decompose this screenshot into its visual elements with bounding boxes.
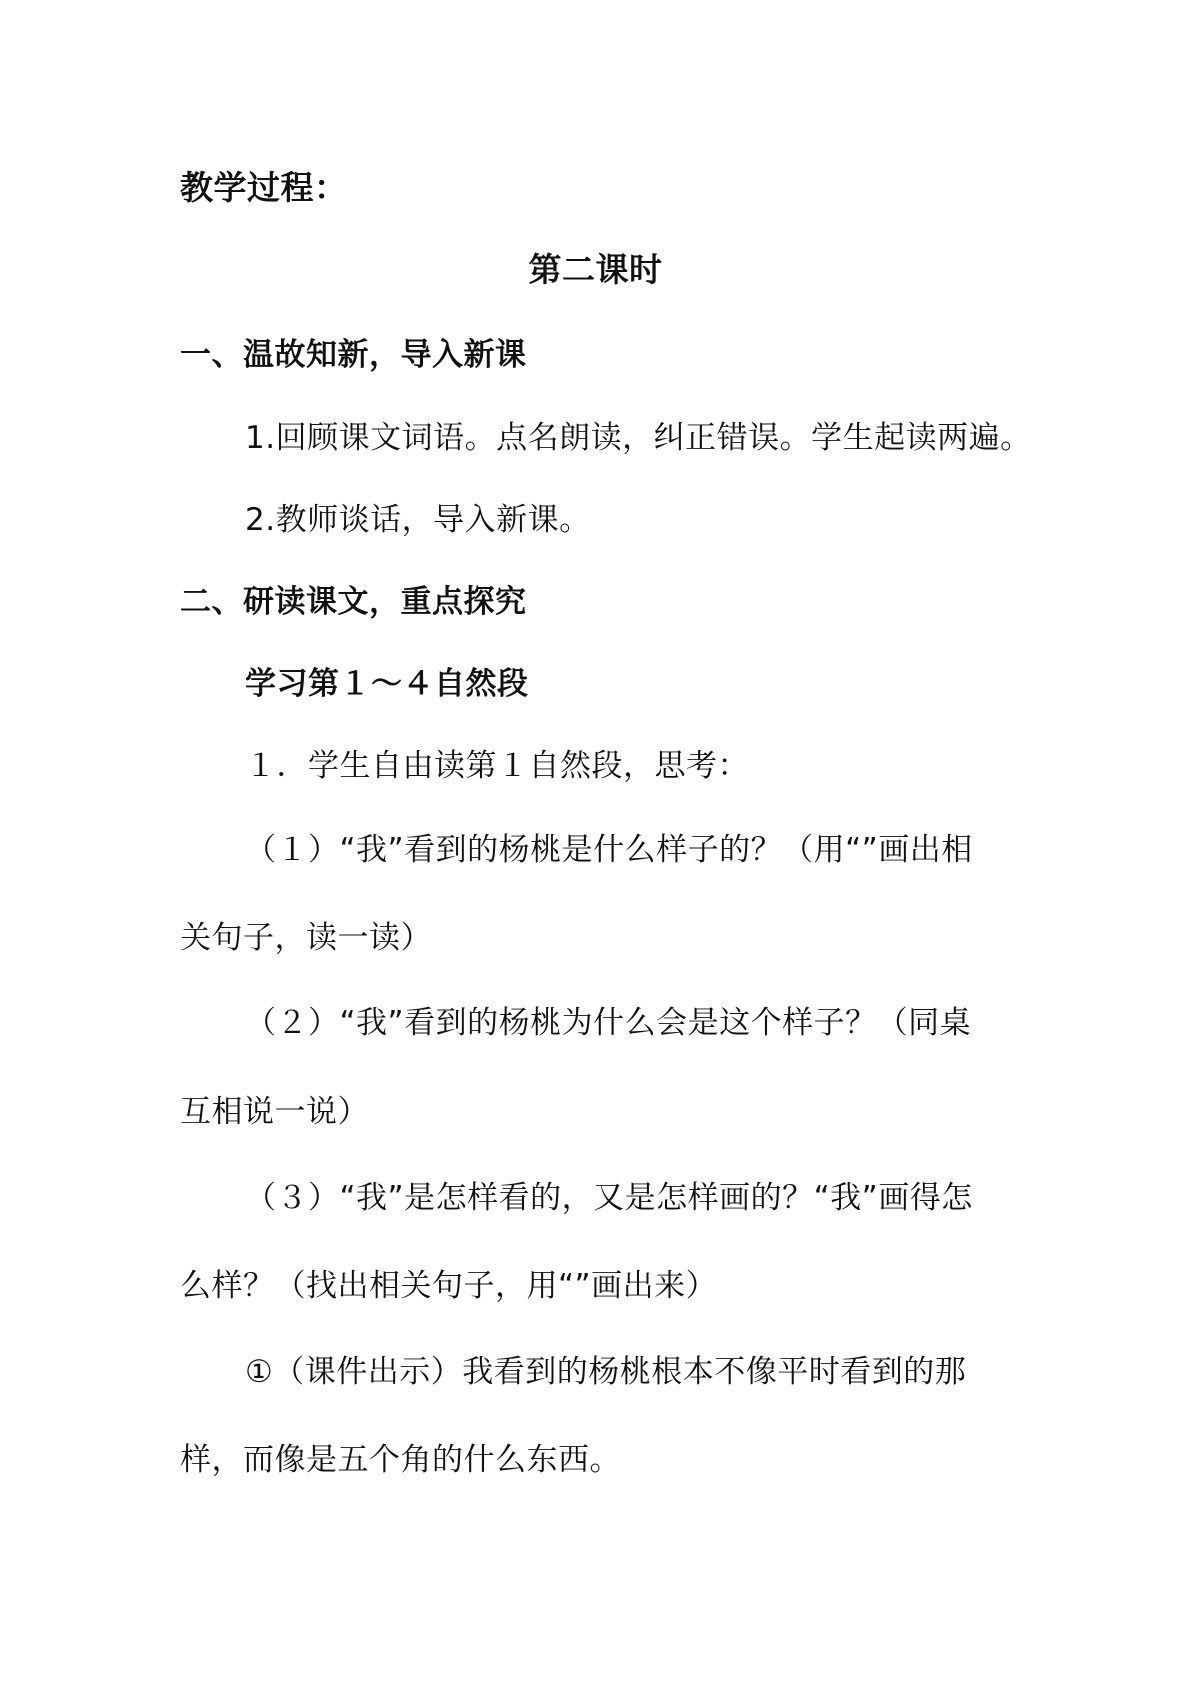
- question-2-line-1: （２）“我”看到的杨桃为什么会是这个样子？（同桌: [245, 1005, 972, 1041]
- teaching-process-heading: 教学过程：: [180, 168, 348, 207]
- lesson-title: 第二课时: [528, 250, 663, 289]
- section-2-subtitle: 学习第１～４自然段: [245, 666, 529, 702]
- question-1-line-2: 关句子，读一读）: [180, 920, 432, 956]
- quote-line-1: ①（课件出示）我看到的杨桃根本不像平时看到的那: [245, 1354, 967, 1390]
- section-1-item-1: 1.回顾课文词语。点名朗读，纠正错误。学生起读两遍。: [245, 420, 1032, 456]
- section-1-item-2: 2.教师谈话，导入新课。: [245, 502, 591, 538]
- section-2-title: 二、研读课文，重点探究: [180, 584, 527, 620]
- question-3-line-1: （３）“我”是怎样看的，又是怎样画的？“我”画得怎: [245, 1180, 973, 1216]
- question-intro: １．学生自由读第１自然段，思考：: [245, 748, 749, 784]
- quote-line-2: 样，而像是五个角的什么东西。: [180, 1442, 621, 1478]
- question-1-line-1: （１）“我”看到的杨桃是什么样子的？（用“”画出相: [245, 832, 973, 868]
- question-3-line-2: 么样？（找出相关句子，用“”画出来）: [180, 1268, 718, 1304]
- question-2-line-2: 互相说一说）: [180, 1094, 369, 1130]
- section-1-title: 一、温故知新，导入新课: [180, 337, 527, 373]
